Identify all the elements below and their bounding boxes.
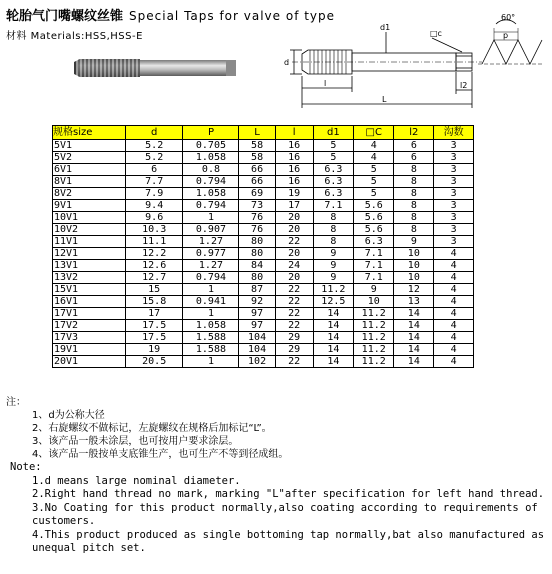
table-row: [53, 176, 474, 188]
table-cell: 5V1: [53, 140, 126, 152]
table-cell: 20V1: [53, 356, 126, 368]
table-cell: 104: [239, 332, 275, 344]
table-cell: 9.4: [125, 200, 183, 212]
table-cell: 76: [239, 224, 275, 236]
table-cell: 4: [434, 356, 474, 368]
spec-table: [52, 125, 474, 368]
angle-label: 60°: [501, 13, 516, 22]
table-cell: 9: [354, 284, 394, 296]
table-cell: 1.058: [183, 188, 239, 200]
table-cell: 16: [275, 140, 313, 152]
table-cell: 8: [313, 212, 353, 224]
note-en-1: 1.d means large nominal diameter.: [32, 474, 241, 487]
table-cell: 11.1: [125, 236, 183, 248]
table-cell: 1.588: [183, 344, 239, 356]
table-cell: 17V3: [53, 332, 126, 344]
table-cell: 4: [354, 140, 394, 152]
dim-l2-label: l2: [460, 81, 468, 90]
col-header-p: P: [183, 126, 239, 140]
table-cell: 3: [434, 212, 474, 224]
table-row: [53, 332, 474, 344]
table-cell: 0.8: [183, 164, 239, 176]
table-cell: 7.1: [354, 248, 394, 260]
table-cell: 19: [125, 344, 183, 356]
table-cell: 80: [239, 272, 275, 284]
table-cell: 20: [275, 248, 313, 260]
table-cell: 12.5: [313, 296, 353, 308]
table-cell: 0.907: [183, 224, 239, 236]
table-cell: 3: [434, 176, 474, 188]
table-cell: 8V1: [53, 176, 126, 188]
table-cell: 5.2: [125, 152, 183, 164]
table-cell: 0.794: [183, 200, 239, 212]
table-cell: 14: [394, 332, 434, 344]
tap-photo: [70, 50, 240, 86]
table-cell: 3: [434, 152, 474, 164]
table-cell: 13V2: [53, 272, 126, 284]
table-cell: 11.2: [354, 320, 394, 332]
table-cell: 4: [434, 260, 474, 272]
table-cell: 66: [239, 164, 275, 176]
table-cell: 5V2: [53, 152, 126, 164]
table-cell: 11V1: [53, 236, 126, 248]
table-cell: 13V1: [53, 260, 126, 272]
table-cell: 5.2: [125, 140, 183, 152]
table-row: [53, 224, 474, 236]
dim-d1-label: d1: [380, 23, 391, 32]
table-row: [53, 356, 474, 368]
table-cell: 10V1: [53, 212, 126, 224]
table-cell: 15: [125, 284, 183, 296]
table-cell: 4: [434, 296, 474, 308]
notes-en: [10, 461, 550, 556]
note-en-4: 4.This product produced as single bottoming tap normally,bat also manufactured as unequal pitch set.: [32, 528, 545, 554]
dim-L-label: L: [382, 95, 387, 104]
col-header-L: L: [239, 126, 275, 140]
table-cell: 29: [275, 332, 313, 344]
tap-drawing: [282, 12, 544, 120]
table-cell: 11.2: [354, 356, 394, 368]
col-header-d: d: [125, 126, 183, 140]
table-cell: 11.2: [354, 344, 394, 356]
table-cell: 3: [434, 140, 474, 152]
table-cell: 17V2: [53, 320, 126, 332]
table-cell: 16: [275, 176, 313, 188]
table-cell: 5: [313, 140, 353, 152]
table-cell: 8: [394, 212, 434, 224]
table-cell: 14: [394, 308, 434, 320]
table-cell: 58: [239, 140, 275, 152]
table-cell: 17.5: [125, 320, 183, 332]
table-cell: 6.3: [313, 164, 353, 176]
note-en-3: 3.No Coating for this product normally,also coating according to requirements of customers.: [32, 501, 538, 527]
table-cell: 14: [313, 344, 353, 356]
table-cell: 1: [183, 356, 239, 368]
dim-d-label: d: [284, 58, 290, 67]
col-header-l2: l2: [394, 126, 434, 140]
table-cell: 9: [313, 272, 353, 284]
table-cell: 14: [394, 356, 434, 368]
table-cell: 58: [239, 152, 275, 164]
table-cell: 80: [239, 248, 275, 260]
table-cell: 22: [275, 284, 313, 296]
table-cell: 22: [275, 296, 313, 308]
table-cell: 20: [275, 212, 313, 224]
table-cell: 7.7: [125, 176, 183, 188]
table-cell: 5.6: [354, 212, 394, 224]
table-cell: 0.794: [183, 272, 239, 284]
table-cell: 1.058: [183, 320, 239, 332]
table-row: [53, 236, 474, 248]
table-row: [53, 152, 474, 164]
table-cell: 10: [354, 296, 394, 308]
table-cell: 7.1: [313, 200, 353, 212]
col-header-d1: d1: [313, 126, 353, 140]
col-header-l: l: [275, 126, 313, 140]
table-cell: 6: [125, 164, 183, 176]
table-cell: 8: [394, 188, 434, 200]
table-cell: 9.6: [125, 212, 183, 224]
table-cell: 8: [394, 164, 434, 176]
table-cell: 10: [394, 272, 434, 284]
table-cell: 12.2: [125, 248, 183, 260]
table-cell: 6: [394, 152, 434, 164]
table-cell: 8: [313, 236, 353, 248]
table-cell: 19V1: [53, 344, 126, 356]
table-cell: 19: [275, 188, 313, 200]
table-cell: 11.2: [354, 308, 394, 320]
table-cell: 20.5: [125, 356, 183, 368]
notes-cn: [6, 396, 288, 461]
table-cell: 13: [394, 296, 434, 308]
table-cell: 22: [275, 320, 313, 332]
table-cell: 16: [275, 164, 313, 176]
table-row: [53, 344, 474, 356]
table-cell: 8: [394, 176, 434, 188]
table-cell: 14: [394, 344, 434, 356]
table-cell: 9: [394, 236, 434, 248]
table-cell: 10: [394, 260, 434, 272]
table-cell: 3: [434, 236, 474, 248]
table-header-row: [53, 126, 474, 140]
table-cell: 29: [275, 344, 313, 356]
table-cell: 4: [434, 284, 474, 296]
table-cell: 10V2: [53, 224, 126, 236]
table-cell: 0.794: [183, 176, 239, 188]
table-cell: 14: [313, 320, 353, 332]
table-cell: 1.27: [183, 236, 239, 248]
table-cell: 97: [239, 320, 275, 332]
table-cell: 16V1: [53, 296, 126, 308]
table-row: [53, 200, 474, 212]
note-en-2: 2.Right hand thread no mark, marking "L"after specification for left hand thread.: [32, 488, 545, 500]
table-cell: 3: [434, 164, 474, 176]
table-cell: 80: [239, 236, 275, 248]
table-cell: 10: [394, 248, 434, 260]
table-cell: 104: [239, 344, 275, 356]
col-header-flutes: 沟数: [434, 126, 474, 140]
table-row: [53, 260, 474, 272]
table-cell: 102: [239, 356, 275, 368]
table-row: [53, 140, 474, 152]
table-cell: 97: [239, 308, 275, 320]
table-cell: 69: [239, 188, 275, 200]
table-cell: 4: [434, 308, 474, 320]
col-header-size: 规格size: [53, 126, 126, 140]
table-cell: 9: [313, 248, 353, 260]
table-cell: 1: [183, 284, 239, 296]
table-cell: 6: [394, 140, 434, 152]
table-cell: 22: [275, 236, 313, 248]
table-cell: 17V1: [53, 308, 126, 320]
table-cell: 6V1: [53, 164, 126, 176]
table-cell: 1.058: [183, 152, 239, 164]
notes-en-label: Note:: [10, 461, 42, 473]
table-row: [53, 284, 474, 296]
table-cell: 11.2: [313, 284, 353, 296]
table-cell: 5: [354, 164, 394, 176]
table-cell: 17: [275, 200, 313, 212]
title-cn: 轮胎气门嘴螺纹丝锥: [6, 9, 124, 24]
table-cell: 9: [313, 260, 353, 272]
table-cell: 0.977: [183, 248, 239, 260]
table-row: [53, 248, 474, 260]
table-cell: 12V1: [53, 248, 126, 260]
table-row: [53, 188, 474, 200]
table-cell: 17: [125, 308, 183, 320]
table-cell: 5: [313, 152, 353, 164]
table-cell: 10.3: [125, 224, 183, 236]
title-en: Special Taps for valve of type: [129, 9, 336, 23]
table-cell: 20: [275, 272, 313, 284]
table-cell: 9V1: [53, 200, 126, 212]
table-cell: 5.6: [354, 224, 394, 236]
table-row: [53, 272, 474, 284]
table-cell: 1: [183, 308, 239, 320]
table-cell: 11.2: [354, 332, 394, 344]
dim-c-label: □c: [430, 29, 442, 38]
table-cell: 3: [434, 188, 474, 200]
table-cell: 15.8: [125, 296, 183, 308]
table-cell: 8V2: [53, 188, 126, 200]
dim-p-label: p: [503, 31, 509, 40]
table-row: [53, 308, 474, 320]
table-cell: 14: [394, 320, 434, 332]
table-cell: 12.7: [125, 272, 183, 284]
table-row: [53, 296, 474, 308]
table-cell: 87: [239, 284, 275, 296]
table-cell: 14: [313, 308, 353, 320]
note-cn-4: 4、该产品一般按单支底锥生产，也可生产不等到径成组。: [32, 449, 289, 460]
notes-cn-label: 注：: [6, 397, 26, 408]
spec-table-body: [53, 140, 474, 368]
table-cell: 6.3: [313, 176, 353, 188]
table-cell: 1.588: [183, 332, 239, 344]
table-row: [53, 320, 474, 332]
table-cell: 12: [394, 284, 434, 296]
table-cell: 0.941: [183, 296, 239, 308]
table-cell: 6.3: [313, 188, 353, 200]
table-cell: 15V1: [53, 284, 126, 296]
table-cell: 7.1: [354, 260, 394, 272]
col-header-c: □C: [354, 126, 394, 140]
table-cell: 92: [239, 296, 275, 308]
table-cell: 84: [239, 260, 275, 272]
table-cell: 73: [239, 200, 275, 212]
table-row: [53, 164, 474, 176]
table-cell: 7.9: [125, 188, 183, 200]
table-cell: 4: [434, 272, 474, 284]
table-cell: 8: [394, 224, 434, 236]
table-cell: 17.5: [125, 332, 183, 344]
table-cell: 76: [239, 212, 275, 224]
table-cell: 1.27: [183, 260, 239, 272]
table-cell: 1: [183, 212, 239, 224]
table-cell: 14: [313, 332, 353, 344]
table-cell: 16: [275, 152, 313, 164]
table-cell: 3: [434, 200, 474, 212]
table-cell: 6.3: [354, 236, 394, 248]
table-row: [53, 212, 474, 224]
table-cell: 14: [313, 356, 353, 368]
table-cell: 0.705: [183, 140, 239, 152]
materials-line: 材料 Materials:HSS,HSS-E: [6, 31, 143, 42]
table-cell: 8: [394, 200, 434, 212]
table-cell: 66: [239, 176, 275, 188]
table-cell: 8: [313, 224, 353, 236]
table-cell: 4: [434, 344, 474, 356]
table-cell: 4: [434, 320, 474, 332]
table-cell: 4: [434, 248, 474, 260]
table-cell: 5: [354, 188, 394, 200]
note-cn-3: 3、该产品一般未涂层，也可按用户要求涂层。: [32, 436, 239, 447]
table-cell: 5: [354, 176, 394, 188]
table-cell: 24: [275, 260, 313, 272]
table-cell: 5.6: [354, 200, 394, 212]
note-cn-1: 1、d为公称大径: [32, 410, 105, 421]
table-cell: 4: [354, 152, 394, 164]
table-cell: 20: [275, 224, 313, 236]
table-cell: 7.1: [354, 272, 394, 284]
table-cell: 4: [434, 332, 474, 344]
dim-l-label: l: [324, 79, 327, 88]
table-cell: 12.6: [125, 260, 183, 272]
note-cn-2: 2、右旋螺纹不做标记，左旋螺纹在规格后加标记“L”。: [32, 423, 272, 434]
table-cell: 22: [275, 356, 313, 368]
table-cell: 22: [275, 308, 313, 320]
table-cell: 3: [434, 224, 474, 236]
